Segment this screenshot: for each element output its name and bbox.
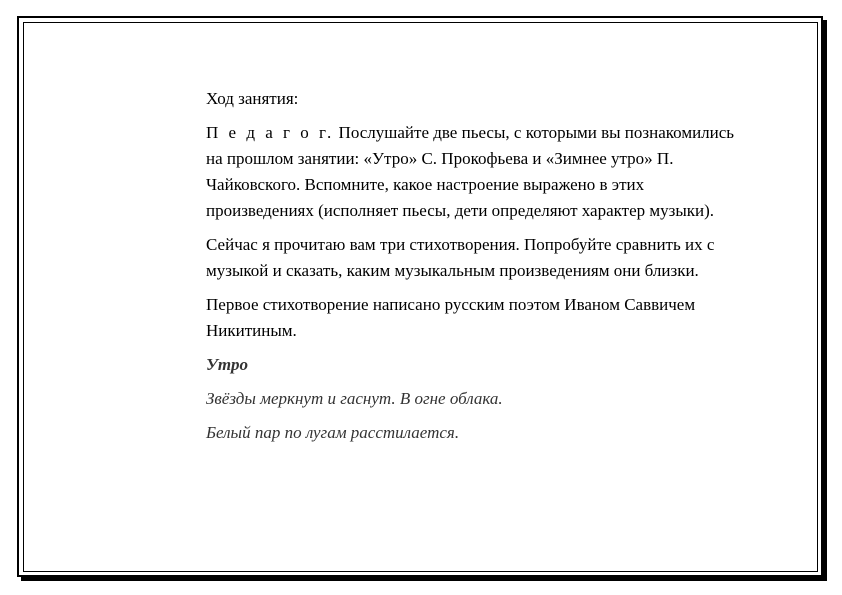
intro-paragraph: Сейчас я прочитаю вам три стихотворения. Попробуйте сравнить их с музыкой и сказать, каким музыкальным произведениям они близки. <box>206 235 715 280</box>
document-body <box>206 86 736 454</box>
role-label: П е д а г о г. <box>206 123 335 142</box>
teacher-paragraph <box>206 120 736 224</box>
poem-line: Белый пар по лугам расстилается. <box>206 423 460 442</box>
poem-line: Звёзды меркнут и гаснут. В огне облака. <box>206 389 503 408</box>
lesson-heading: Ход занятия: <box>206 89 299 108</box>
poem-title: Утро <box>206 355 249 374</box>
teacher-text: Послушайте две пьесы, с которыми вы познакомились на прошлом занятии: «Утро» С. Прокофьева и «Зимнее утро» П. Чайковского. Вспомните, какое настроение выражено в этих произведениях (исполняет пьесы, дети определяют характер музыки). <box>206 123 735 220</box>
author-paragraph: Первое стихотворение написано русским поэтом Иваном Саввичем Никитиным. <box>206 295 696 340</box>
